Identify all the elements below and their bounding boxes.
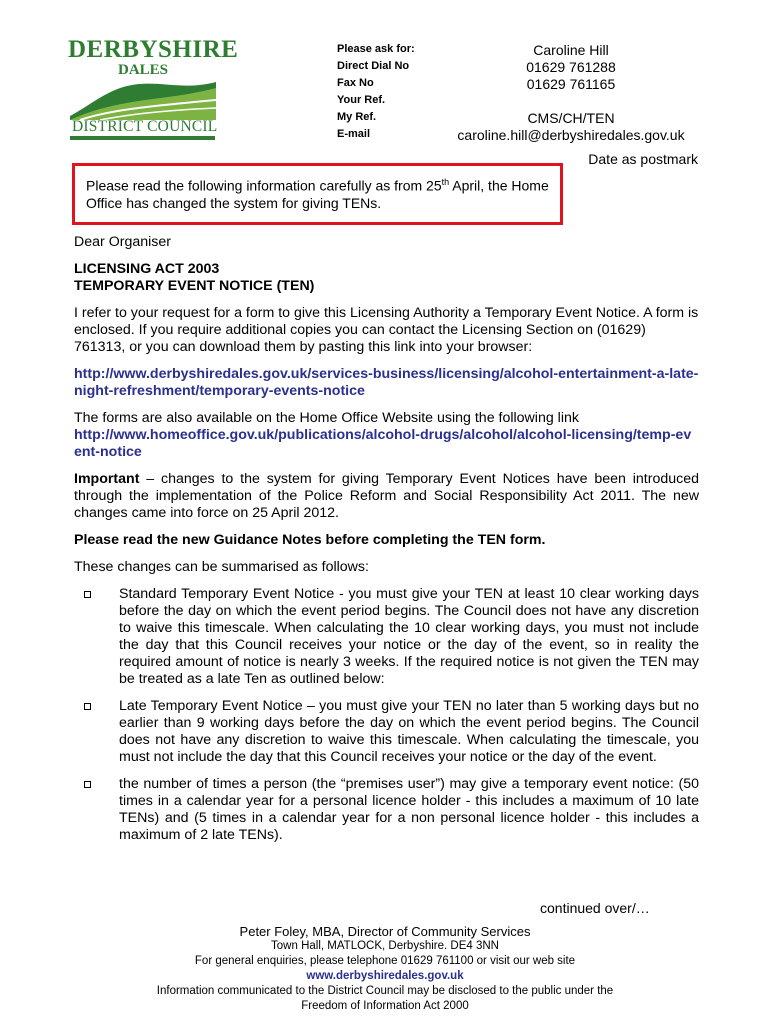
notice-box (72, 163, 563, 225)
changes-list (74, 586, 699, 844)
fax-number: 01629 761165 (526, 76, 616, 92)
logo-text-district-council: DISTRICT COUNCIL (72, 118, 218, 135)
guidance-notice: Please read the new Guidance Notes before completing the TEN form. (74, 532, 546, 548)
footer-foi-line2: Freedom of Information Act 2000 (301, 1000, 469, 1012)
label-direct-dial: Direct Dial No (337, 60, 410, 72)
list-item: Late Temporary Event Notice – you must give your TEN no later than 5 working days but no earlier than 9 working days before the day on which the event period begins. The Council does not have any discretion to waive this timescale. When calculating the timescale, you must not include the day that this Council receives your notice or the day of the event. (74, 698, 699, 766)
heading-act: LICENSING ACT 2003 (74, 261, 220, 277)
label-your-ref: Your Ref. (337, 94, 386, 106)
footer (60, 924, 710, 1014)
footer-website-link[interactable]: www.derbyshiredales.gov.uk (306, 970, 464, 982)
label-my-ref: My Ref. (337, 111, 377, 123)
letter-body (74, 234, 699, 854)
contact-name: Caroline Hill (533, 42, 609, 58)
date-line: Date as postmark (588, 151, 698, 167)
summary-intro: These changes can be summarised as follows: (74, 559, 369, 575)
home-office-paragraph: The forms are also available on the Home Office Website using the following link (74, 410, 579, 426)
hills-logo-icon (70, 76, 216, 120)
logo-text-dales: DALES (117, 62, 169, 78)
checkbox-bullet-icon (84, 591, 91, 598)
important-label: Important (74, 471, 140, 487)
direct-dial-number: 01629 761288 (526, 59, 616, 75)
footer-enquiries: For general enquiries, please telephone 01629 761100 or visit our web site (194, 955, 576, 967)
checkbox-bullet-icon (84, 781, 91, 788)
intro-paragraph: I refer to your request for a form to give this Licensing Authority a Temporary Event Notice. A form is enclosed. If you require additional copies you can contact the Licensing Section on (01629) 761313, or you can download them by pasting this link into your browser: (74, 305, 699, 355)
notice-text-start: Please read the following information carefully as from 25 (86, 177, 442, 194)
notice-text-end: April, the Home Office has changed the system for giving TENs. (86, 177, 549, 211)
logo-text-derbyshire: DERBYSHIRE (68, 36, 239, 63)
list-item: the number of times a person (the “premises user”) may give a temporary event notice: (50 times in a calendar year for a personal licence holder - this includes a maximum of 10 late TENs) and (5 times in a calendar year for a non personal licence holder - this includes a maximum of 2 late TENs). (74, 776, 699, 844)
council-logo (68, 36, 239, 148)
council-form-link[interactable]: http://www.derbyshiredales.gov.uk/services-business/licensing/alcohol-entertainment-a-late-night-refreshment/temporary-events-notice (74, 366, 699, 399)
salutation: Dear Organiser (74, 234, 171, 250)
footer-director: Peter Foley, MBA, Director of Community Services (239, 924, 531, 939)
contact-details (440, 42, 702, 144)
my-ref-value: CMS/CH/TEN (527, 110, 615, 126)
label-please-ask-for: Please ask for: (337, 43, 415, 55)
email-address: caroline.hill@derbyshiredales.gov.uk (457, 127, 685, 143)
home-office-link[interactable]: http://www.homeoffice.gov.uk/publications/alcohol-drugs/alcohol/alcohol-licensing/temp-event-notice (74, 427, 692, 460)
continued-note: continued over/… (540, 900, 650, 916)
list-item: Standard Temporary Event Notice - you must give your TEN at least 10 clear working days before the day on which the event period begins. The Council does not have any discretion to waive this timescale. When calculating the 10 clear working days, you must not include the day that this Council receives your notice or the day of the event, so in reality the required amount of notice is nearly 3 weeks. If the required notice is not given the TEN may be treated as a late Ten as outlined below: (74, 586, 699, 688)
label-email: E-mail (337, 128, 371, 140)
header-labels (337, 41, 415, 143)
footer-address: Town Hall, MATLOCK, Derbyshire. DE4 3NN (271, 940, 499, 952)
logo-underline (70, 136, 215, 140)
label-fax: Fax No (337, 77, 374, 89)
notice-superscript: th (441, 177, 450, 187)
footer-foi-line1: Information communicated to the District Council may be disclosed to the public under the (156, 985, 614, 997)
important-paragraph (74, 471, 699, 522)
checkbox-bullet-icon (84, 703, 91, 710)
important-text: – changes to the system for giving Temporary Event Notices have been introduced through the implementation of the Police Reform and Social Responsibility Act 2011. The new changes came into force on 25 April 2012. (74, 471, 699, 521)
heading-ten: TEMPORARY EVENT NOTICE (TEN) (74, 278, 315, 294)
